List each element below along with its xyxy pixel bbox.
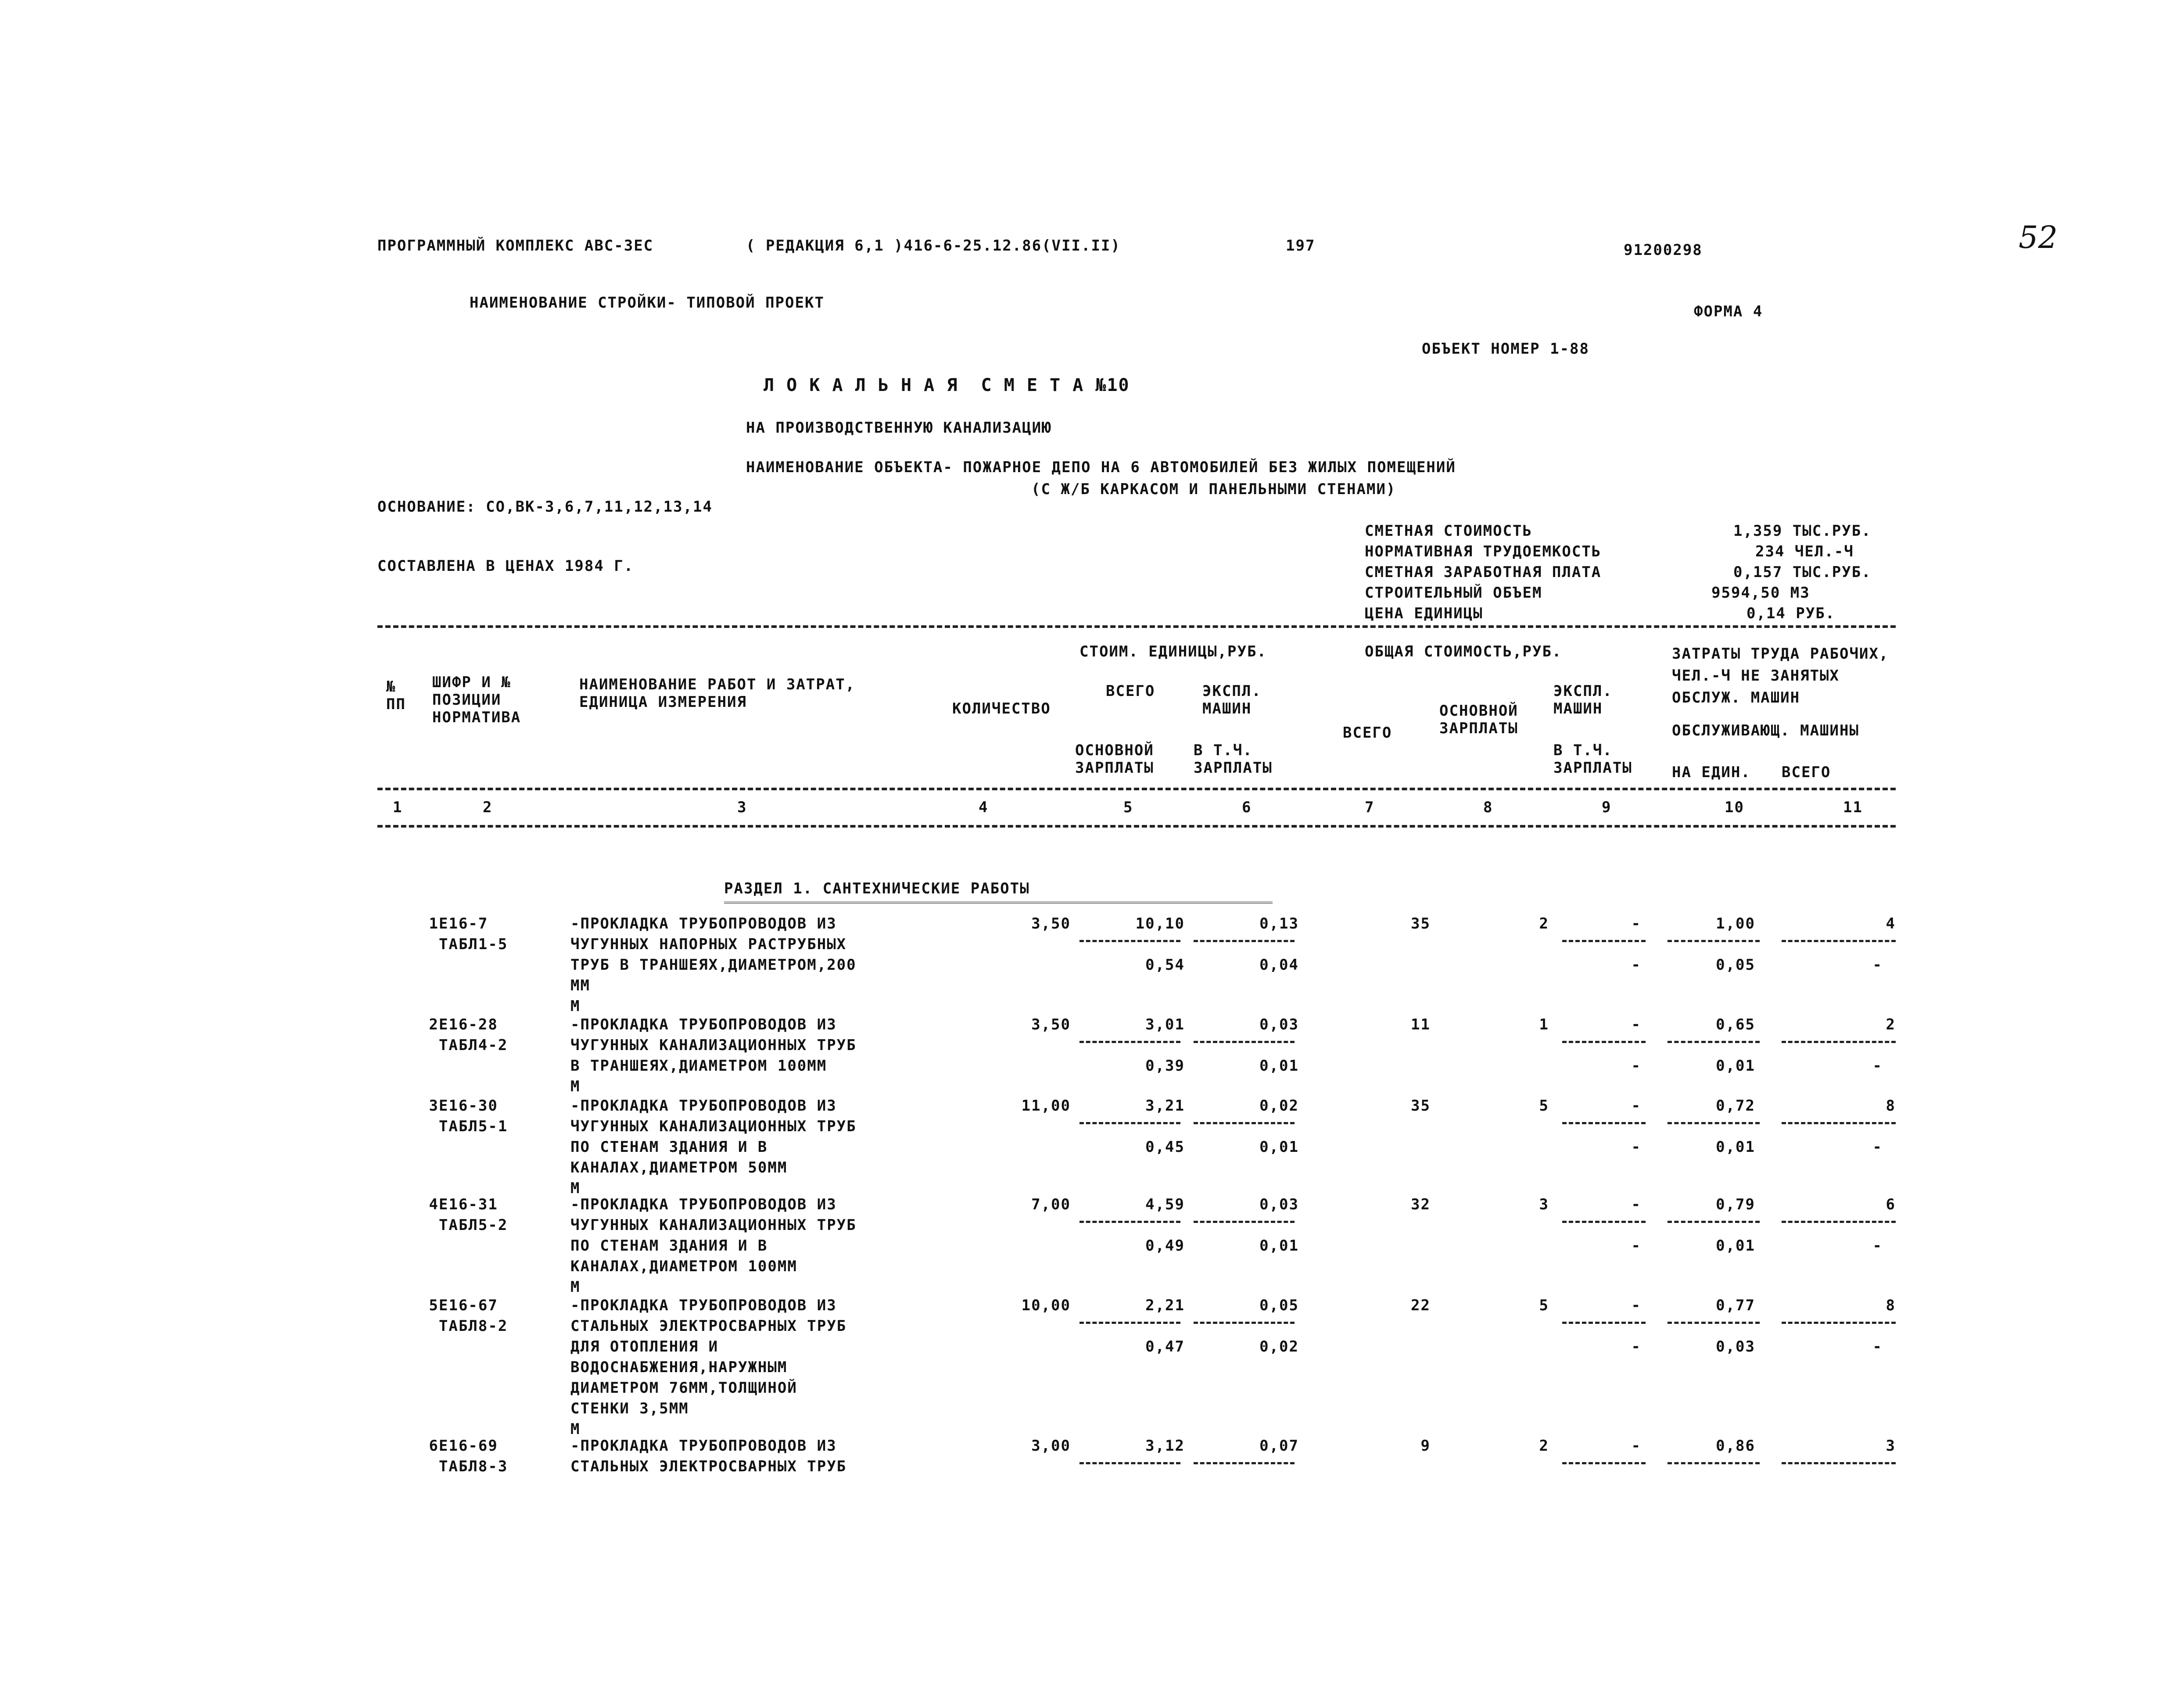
total-salary: 5 <box>1539 1097 1549 1115</box>
value-divider <box>1194 1462 1295 1464</box>
col-9b-header: В Т.Ч. ЗАРПЛАТЫ <box>1553 742 1632 777</box>
value-divider <box>1562 1322 1646 1324</box>
unit-total: 3,12 <box>1145 1437 1185 1455</box>
norm-table: ТАБЛ1-5 <box>439 936 508 953</box>
value-divider <box>1194 1221 1295 1223</box>
value-divider <box>1782 940 1896 942</box>
total-machines: - <box>1631 915 1641 932</box>
column-number: 10 <box>1725 799 1744 816</box>
value-divider <box>1782 1322 1896 1324</box>
unit-machine-salary: 0,02 <box>1259 1338 1299 1355</box>
labor-per-unit: 0,79 <box>1716 1196 1755 1213</box>
norm-code: Е16-30 <box>439 1097 498 1115</box>
form-number: ФОРМА 4 <box>1694 303 1763 320</box>
total-cost: 11 <box>1411 1016 1431 1033</box>
value-divider <box>1782 1462 1896 1464</box>
row-number: 5 <box>429 1297 439 1314</box>
column-number: 7 <box>1365 799 1375 816</box>
unit-total: 2,21 <box>1145 1297 1185 1314</box>
labor-per-unit-machines: 0,01 <box>1716 1138 1755 1156</box>
work-description: ДЛЯ ОТОПЛЕНИЯ И <box>570 1338 719 1355</box>
labor-per-unit: 0,77 <box>1716 1297 1755 1314</box>
value-divider <box>1562 940 1646 942</box>
column-number: 11 <box>1843 799 1863 816</box>
value-divider <box>1194 1322 1295 1324</box>
labor-total-machines: - <box>1872 1138 1883 1156</box>
page-number: 197 <box>1286 237 1316 255</box>
total-cost: 9 <box>1420 1437 1431 1455</box>
col-9-header: ЭКСПЛ. МАШИН <box>1553 682 1613 717</box>
labor-per-unit-machines: 0,01 <box>1716 1237 1755 1255</box>
work-description: -ПРОКЛАДКА ТРУБОПРОВОДОВ ИЗ <box>570 1437 837 1455</box>
total-salary: 5 <box>1539 1297 1549 1314</box>
unit-total: 4,59 <box>1145 1196 1185 1213</box>
labor-total: 3 <box>1886 1437 1896 1455</box>
work-description: ПО СТЕНАМ ЗДАНИЯ И В <box>570 1237 768 1255</box>
column-number: 9 <box>1602 799 1612 816</box>
column-number: 2 <box>483 799 493 816</box>
labor-total: 6 <box>1886 1196 1896 1213</box>
program-name: ПРОГРАММНЫЙ КОМПЛЕКС АВС-ЗЕС <box>377 237 654 255</box>
unit-machines: 0,07 <box>1259 1437 1299 1455</box>
value-divider <box>1668 1041 1760 1043</box>
row-number: 2 <box>429 1016 439 1033</box>
summary-value: 9594,50 М3 <box>1711 584 1810 602</box>
work-description: КАНАЛАХ,ДИАМЕТРОМ 50ММ <box>570 1159 788 1176</box>
value-divider <box>1562 1221 1646 1223</box>
labor-total-machines: - <box>1872 1057 1883 1075</box>
labor-total-machines: - <box>1872 956 1883 974</box>
summary-label: СТРОИТЕЛЬНЫЙ ОБЪЕМ <box>1365 584 1542 602</box>
work-description: КАНАЛАХ,ДИАМЕТРОМ 100ММ <box>570 1258 797 1275</box>
col-789-header: ОБЩАЯ СТОИМОСТЬ,РУБ. <box>1365 643 1562 660</box>
header-rule-bottom <box>377 825 1896 828</box>
document-code: 91200298 <box>1624 241 1703 259</box>
unit-total: 3,21 <box>1145 1097 1185 1115</box>
norm-table: ТАБЛ8-2 <box>439 1317 508 1335</box>
total-cost: 35 <box>1411 915 1431 932</box>
total-machine-salary: - <box>1631 1237 1641 1255</box>
col-6b-header: В Т.Ч. ЗАРПЛАТЫ <box>1194 742 1273 777</box>
unit-machines: 0,03 <box>1259 1196 1299 1213</box>
value-divider <box>1562 1462 1646 1464</box>
quantity: 3,50 <box>1031 1016 1071 1033</box>
labor-per-unit-machines: 0,01 <box>1716 1057 1755 1075</box>
edition: ( РЕДАКЦИЯ 6,1 )416-6-25.12.86(VII.II) <box>746 237 1121 255</box>
work-description: СТАЛЬНЫХ ЭЛЕКТРОСВАРНЫХ ТРУБ <box>570 1317 847 1335</box>
norm-table: ТАБЛ4-2 <box>439 1036 508 1054</box>
labor-total: 8 <box>1886 1297 1896 1314</box>
unit-machine-salary: 0,01 <box>1259 1237 1299 1255</box>
value-divider <box>1079 1041 1180 1043</box>
basis: ОСНОВАНИЕ: СО,ВК-3,6,7,11,12,13,14 <box>377 498 713 516</box>
work-description: -ПРОКЛАДКА ТРУБОПРОВОДОВ ИЗ <box>570 1196 837 1213</box>
work-description: ПО СТЕНАМ ЗДАНИЯ И В <box>570 1138 768 1156</box>
labor-total: 4 <box>1886 915 1896 932</box>
unit-total: 3,01 <box>1145 1016 1185 1033</box>
labor-per-unit-machines: 0,05 <box>1716 956 1755 974</box>
col-1-header: № ПП <box>386 678 406 713</box>
total-machines: - <box>1631 1297 1641 1314</box>
summary-label: НОРМАТИВНАЯ ТРУДОЕМКОСТЬ <box>1365 543 1602 560</box>
labor-per-unit: 0,86 <box>1716 1437 1755 1455</box>
quantity: 3,00 <box>1031 1437 1071 1455</box>
value-divider <box>1782 1122 1896 1124</box>
work-description: ММ <box>570 977 590 994</box>
object-name-line2: (С Ж/Б КАРКАСОМ И ПАНЕЛЬНЫМИ СТЕНАМИ) <box>1031 480 1396 498</box>
col-1011-header: ЗАТРАТЫ ТРУДА РАБОЧИХ, ЧЕЛ.-Ч НЕ ЗАНЯТЫХ ОБСЛУЖ. МАШИН <box>1672 645 1889 706</box>
col-5-header: ВСЕГО <box>1106 682 1155 700</box>
unit-machine-salary: 0,01 <box>1259 1138 1299 1156</box>
value-divider <box>1194 1122 1295 1124</box>
value-divider <box>1668 1462 1760 1464</box>
unit-machine-salary: 0,04 <box>1259 956 1299 974</box>
unit-salary: 0,49 <box>1145 1237 1185 1255</box>
work-description: ЧУГУННЫХ КАНАЛИЗАЦИОННЫХ ТРУБ <box>570 1216 857 1234</box>
work-description: М <box>570 1278 581 1296</box>
object-name-line1: НАИМЕНОВАНИЕ ОБЪЕКТА- ПОЖАРНОЕ ДЕПО НА 6 АВТОМОБИЛЕЙ БЕЗ ЖИЛЫХ ПОМЕЩЕНИЙ <box>746 459 1456 476</box>
row-number: 3 <box>429 1097 439 1115</box>
work-description: М <box>570 1420 581 1438</box>
labor-total-machines: - <box>1872 1338 1883 1355</box>
col-11-header: ВСЕГО <box>1782 764 1831 781</box>
unit-machines: 0,03 <box>1259 1016 1299 1033</box>
col-56-header: СТОИМ. ЕДИНИЦЫ,РУБ. <box>1079 643 1267 660</box>
work-description: ДИАМЕТРОМ 76ММ,ТОЛЩИНОЙ <box>570 1379 797 1397</box>
unit-machines: 0,13 <box>1259 915 1299 932</box>
work-description: М <box>570 1078 581 1095</box>
work-description: ТРУБ В ТРАНШЕЯХ,ДИАМЕТРОМ,200 <box>570 956 857 974</box>
value-divider <box>1079 940 1180 942</box>
labor-per-unit: 0,72 <box>1716 1097 1755 1115</box>
handwritten-page-number: 52 <box>2019 219 2058 255</box>
column-number: 1 <box>393 799 403 816</box>
total-machines: - <box>1631 1097 1641 1115</box>
total-cost: 32 <box>1411 1196 1431 1213</box>
unit-machine-salary: 0,01 <box>1259 1057 1299 1075</box>
work-description: ЧУГУННЫХ НАПОРНЫХ РАСТРУБНЫХ <box>570 936 847 953</box>
summary-value: 1,359 ТЫС.РУБ. <box>1733 522 1872 540</box>
unit-machines: 0,05 <box>1259 1297 1299 1314</box>
total-salary: 3 <box>1539 1196 1549 1213</box>
value-divider <box>1562 1122 1646 1124</box>
col-2-header: ШИФР И № ПОЗИЦИИ НОРМАТИВА <box>432 674 521 726</box>
section-underline <box>724 902 1273 903</box>
value-divider <box>1079 1462 1180 1464</box>
value-divider <box>1668 940 1760 942</box>
work-description: -ПРОКЛАДКА ТРУБОПРОВОДОВ ИЗ <box>570 1097 837 1115</box>
column-number: 5 <box>1123 799 1133 816</box>
header-rule-mid <box>377 788 1896 790</box>
labor-per-unit-machines: 0,03 <box>1716 1338 1755 1355</box>
estimate-title: Л О К А Л Ь Н А Я С М Е Т А №10 <box>764 375 1130 395</box>
value-divider <box>1562 1041 1646 1043</box>
summary-label: СМЕТНАЯ СТОИМОСТЬ <box>1365 522 1532 540</box>
total-machine-salary: - <box>1631 1138 1641 1156</box>
total-machines: - <box>1631 1196 1641 1213</box>
compiled-prices: СОСТАВЛЕНА В ЦЕНАХ 1984 Г. <box>377 557 634 575</box>
quantity: 7,00 <box>1031 1196 1071 1213</box>
unit-total: 10,10 <box>1135 915 1185 932</box>
norm-table: ТАБЛ5-2 <box>439 1216 508 1234</box>
col-5b-header: ОСНОВНОЙ ЗАРПЛАТЫ <box>1075 742 1154 777</box>
row-number: 6 <box>429 1437 439 1455</box>
column-number: 8 <box>1483 799 1493 816</box>
work-description: -ПРОКЛАДКА ТРУБОПРОВОДОВ ИЗ <box>570 1016 837 1033</box>
summary-label: ЦЕНА ЕДИНИЦЫ <box>1365 605 1483 622</box>
estimate-subject: НА ПРОИЗВОДСТВЕННУЮ КАНАЛИЗАЦИЮ <box>746 419 1052 437</box>
work-description: СТЕНКИ 3,5ММ <box>570 1400 689 1417</box>
total-cost: 22 <box>1411 1297 1431 1314</box>
value-divider <box>1782 1221 1896 1223</box>
norm-code: Е16-28 <box>439 1016 498 1033</box>
value-divider <box>1194 1041 1295 1043</box>
work-description: СТАЛЬНЫХ ЭЛЕКТРОСВАРНЫХ ТРУБ <box>570 1458 847 1475</box>
work-description: ЧУГУННЫХ КАНАЛИЗАЦИОННЫХ ТРУБ <box>570 1118 857 1135</box>
norm-code: Е16-67 <box>439 1297 498 1314</box>
summary-value: 0,14 РУБ. <box>1746 605 1836 622</box>
total-salary: 1 <box>1539 1016 1549 1033</box>
total-machine-salary: - <box>1631 1057 1641 1075</box>
col-3-header: НАИМЕНОВАНИЕ РАБОТ И ЗАТРАТ, ЕДИНИЦА ИЗМЕРЕНИЯ <box>579 676 856 711</box>
work-description: -ПРОКЛАДКА ТРУБОПРОВОДОВ ИЗ <box>570 1297 837 1314</box>
header-rule-top <box>377 625 1896 628</box>
section-title: РАЗДЕЛ 1. САНТЕХНИЧЕСКИЕ РАБОТЫ <box>724 880 1030 897</box>
labor-total: 8 <box>1886 1097 1896 1115</box>
summary-value: 0,157 ТЫС.РУБ. <box>1733 563 1872 581</box>
value-divider <box>1079 1322 1180 1324</box>
total-salary: 2 <box>1539 1437 1549 1455</box>
norm-table: ТАБЛ5-1 <box>439 1118 508 1135</box>
col-8-header: ОСНОВНОЙ ЗАРПЛАТЫ <box>1439 702 1518 737</box>
column-number: 4 <box>979 799 989 816</box>
row-number: 4 <box>429 1196 439 1213</box>
row-number: 1 <box>429 915 439 932</box>
work-description: М <box>570 1180 581 1197</box>
value-divider <box>1079 1122 1180 1124</box>
col-6-header: ЭКСПЛ. МАШИН <box>1202 682 1262 717</box>
norm-code: Е16-7 <box>439 915 488 932</box>
quantity: 10,00 <box>1021 1297 1071 1314</box>
value-divider <box>1194 940 1295 942</box>
value-divider <box>1782 1041 1896 1043</box>
quantity: 3,50 <box>1031 915 1071 932</box>
object-number: ОБЪЕКТ НОМЕР 1-88 <box>1422 340 1589 358</box>
col-10-header: НА ЕДИН. <box>1672 764 1751 781</box>
total-salary: 2 <box>1539 915 1549 932</box>
work-description: -ПРОКЛАДКА ТРУБОПРОВОДОВ ИЗ <box>570 915 837 932</box>
work-description: М <box>570 997 581 1015</box>
col-4-header: КОЛИЧЕСТВО <box>952 700 1051 717</box>
col-7-header: ВСЕГО <box>1343 724 1392 742</box>
construction-name: НАИМЕНОВАНИЕ СТРОЙКИ- ТИПОВОЙ ПРОЕКТ <box>470 294 825 312</box>
column-number: 3 <box>737 799 747 816</box>
work-description: ЧУГУННЫХ КАНАЛИЗАЦИОННЫХ ТРУБ <box>570 1036 857 1054</box>
total-machine-salary: - <box>1631 1338 1641 1355</box>
labor-total: 2 <box>1886 1016 1896 1033</box>
unit-salary: 0,39 <box>1145 1057 1185 1075</box>
quantity: 11,00 <box>1021 1097 1071 1115</box>
summary-label: СМЕТНАЯ ЗАРАБОТНАЯ ПЛАТА <box>1365 563 1602 581</box>
total-machines: - <box>1631 1437 1641 1455</box>
labor-per-unit: 0,65 <box>1716 1016 1755 1033</box>
summary-value: 234 ЧЕЛ.-Ч <box>1755 543 1854 560</box>
value-divider <box>1668 1322 1760 1324</box>
norm-table: ТАБЛ8-3 <box>439 1458 508 1475</box>
column-number: 6 <box>1242 799 1252 816</box>
unit-salary: 0,45 <box>1145 1138 1185 1156</box>
labor-total-machines: - <box>1872 1237 1883 1255</box>
col-1011-subheader: ОБСЛУЖИВАЮЩ. МАШИНЫ <box>1672 722 1859 739</box>
unit-machines: 0,02 <box>1259 1097 1299 1115</box>
unit-salary: 0,47 <box>1145 1338 1185 1355</box>
labor-per-unit: 1,00 <box>1716 915 1755 932</box>
total-cost: 35 <box>1411 1097 1431 1115</box>
value-divider <box>1668 1221 1760 1223</box>
norm-code: Е16-69 <box>439 1437 498 1455</box>
norm-code: Е16-31 <box>439 1196 498 1213</box>
unit-salary: 0,54 <box>1145 956 1185 974</box>
total-machine-salary: - <box>1631 956 1641 974</box>
work-description: ВОДОСНАБЖЕНИЯ,НАРУЖНЫМ <box>570 1359 788 1376</box>
work-description: В ТРАНШЕЯХ,ДИАМЕТРОМ 100ММ <box>570 1057 827 1075</box>
total-machines: - <box>1631 1016 1641 1033</box>
value-divider <box>1079 1221 1180 1223</box>
value-divider <box>1668 1122 1760 1124</box>
